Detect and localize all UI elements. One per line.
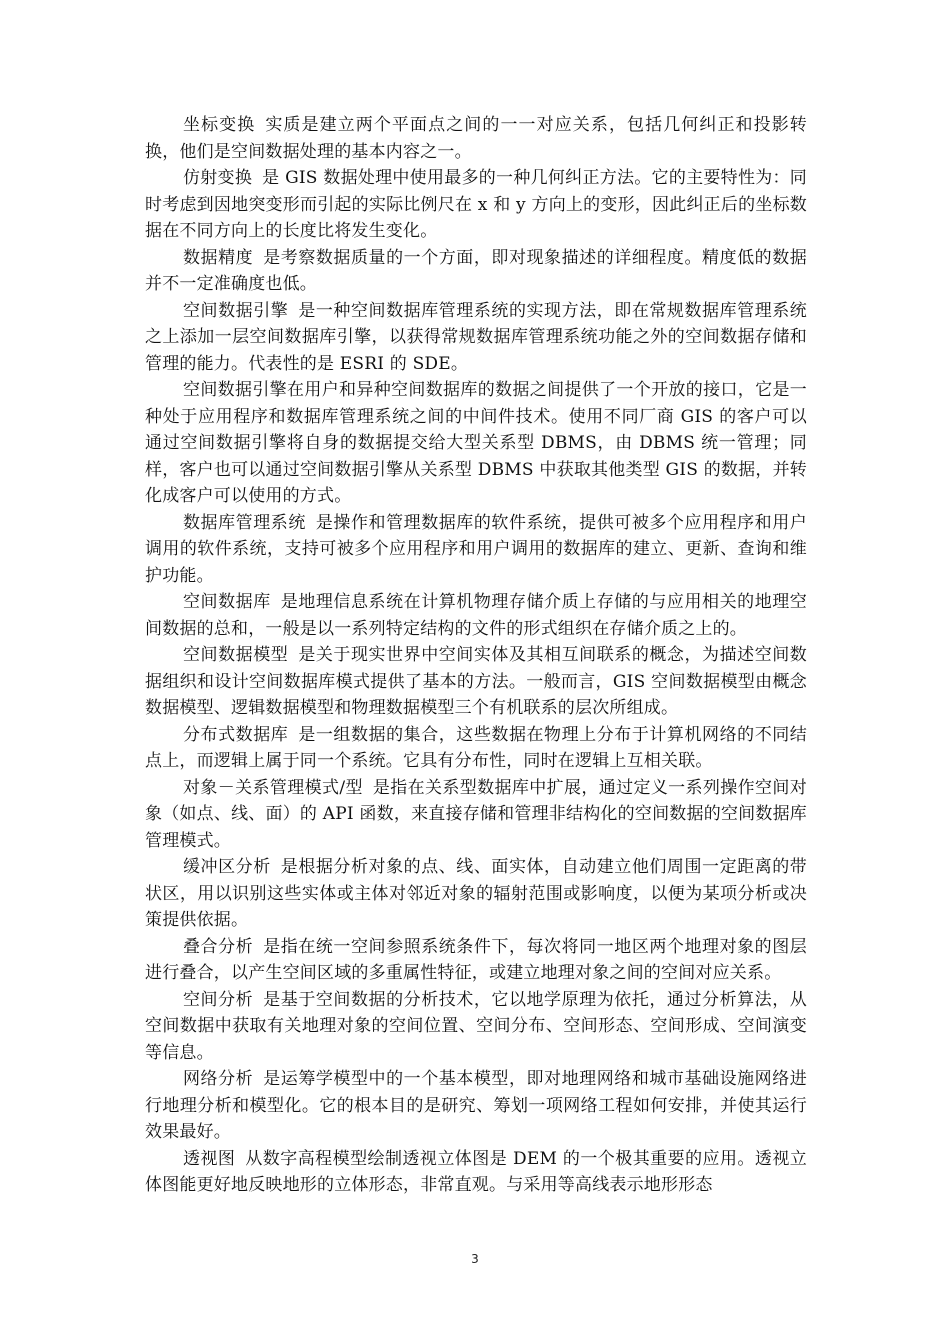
paragraph-distributed-database [145,722,807,775]
term: 空间分析 [183,989,254,1010]
definition: 从数字高程模型绘制透视立体图是 DEM 的一个极其重要的应用。透视立体图能更好地反映地形的立体形态，非常直观。与采用等高线表示地形形态 [145,1148,807,1195]
term: 坐标变换 [183,115,256,135]
term: 空间数据引擎 [183,300,289,321]
term: 空间数据库 [183,592,271,612]
definition: 是根据分析对象的点、线、面实体，自动建立他们周围一定距离的带状区，用以识别这些实体或主体对邻近对象的辐射范围或影响度，以便为某项分析或决策提供依据。 [145,857,807,930]
definition: 是考察数据质量的一个方面，即对现象描述的详细程度。精度低的数据并不一定准确度也低。 [145,247,807,294]
term: 空间数据模型 [183,645,289,665]
paragraph-spatial-data-model [145,642,807,722]
definition: 是地理信息系统在计算机物理存储介质上存储的与应用相关的地理空间数据的总和，一般是以一系列特定结构的文件的形式组织在存储介质之上的。 [145,592,807,639]
term: 对象－关系管理模式/型 [183,777,363,798]
paragraph-overlay-analysis [145,934,807,987]
paragraph-spatial-data-engine-detail [145,377,807,510]
paragraph-spatial-database [145,589,807,642]
paragraph-buffer-analysis [145,854,807,934]
definition: 是指在统一空间参照系统条件下，每次将同一地区两个地理对象的图层进行叠合，以产生空间区域的多重属性特征，或建立地理对象之间的空间对应关系。 [145,936,807,983]
definition: 是运筹学模型中的一个基本模型，即对地理网络和城市基础设施网络进行地理分析和模型化。它的根本目的是研究、筹划一项网络工程如何安排，并使其运行效果最好。 [145,1069,807,1142]
term: 分布式数据库 [183,724,289,745]
definition: 是指在关系型数据库中扩展，通过定义一系列操作空间对象（如点、线、面）的 API 函数，来直接存储和管理非结构化的空间数据的空间数据库管理模式。 [145,777,807,851]
page-number: 3 [471,1252,479,1266]
definition: 是关于现实世界中空间实体及其相互间联系的概念，为描述空间数据组织和设计空间数据库模式提供了基本的方法。一般而言，GIS 空间数据模型由概念数据模型、逻辑数据模型和物理数据模型三个有机联系的层次所组成。 [145,645,807,718]
paragraph-spatial-analysis [145,987,807,1067]
paragraph-spatial-data-engine [145,298,807,378]
paragraph-perspective-view [145,1146,807,1199]
document-body [145,112,807,1199]
term: 透视图 [183,1148,236,1169]
paragraph-data-precision [145,245,807,298]
term: 网络分析 [183,1069,254,1089]
definition: 是一种空间数据库管理系统的实现方法，即在常规数据库管理系统之上添加一层空间数据库引擎，以获得常规数据库管理系统功能之外的空间数据存储和管理的能力。代表性的是 ESRI 的 SDE。 [145,300,807,374]
term: 仿射变换 [183,168,253,188]
definition: 是基于空间数据的分析技术，它以地学原理为依托，通过分析算法，从空间数据中获取有关地理对象的空间位置、空间分布、空间形态、空间形成、空间演变等信息。 [145,989,807,1063]
definition: 实质是建立两个平面点之间的一一对应关系，包括几何纠正和投影转换，他们是空间数据处理的基本内容之一。 [145,115,807,162]
paragraph-affine-transform [145,165,807,245]
definition: 是操作和管理数据库的软件系统，提供可被多个应用程序和用户调用的软件系统，支持可被多个应用程序和用户调用的数据库的建立、更新、查询和维护功能。 [145,512,807,586]
definition: 是一组数据的集合，这些数据在物理上分布于计算机网络的不同结点上，而逻辑上属于同一个系统。它具有分布性，同时在逻辑上互相关联。 [145,724,807,771]
paragraph-object-relational [145,775,807,855]
paragraph-dbms [145,510,807,590]
paragraph-network-analysis [145,1066,807,1146]
term: 缓冲区分析 [183,857,271,877]
term: 叠合分析 [183,936,254,957]
paragraph-coordinate-transform [145,112,807,165]
term: 数据库管理系统 [183,512,306,533]
term: 数据精度 [183,247,254,268]
definition: 是 GIS 数据处理中使用最多的一种几何纠正方法。它的主要特性为：同时考虑到因地突变形而引起的实际比例尺在 x 和 y 方向上的变形，因此纠正后的坐标数据在不同方向上的长度比将发生变化。 [145,168,807,241]
definition: 空间数据引擎在用户和异种空间数据库的数据之间提供了一个开放的接口，它是一种处于应用程序和数据库管理系统之间的中间件技术。使用不同厂商 GIS 的客户可以通过空间数据引擎将自身的数据提交给大型关系型 DBMS，由 DBMS 统一管理；同样，客户也可以通过空间数据引擎从关系型 DBMS 中获取其他类型 GIS 的数据，并转化成客户可以使用的方式。 [145,380,807,506]
